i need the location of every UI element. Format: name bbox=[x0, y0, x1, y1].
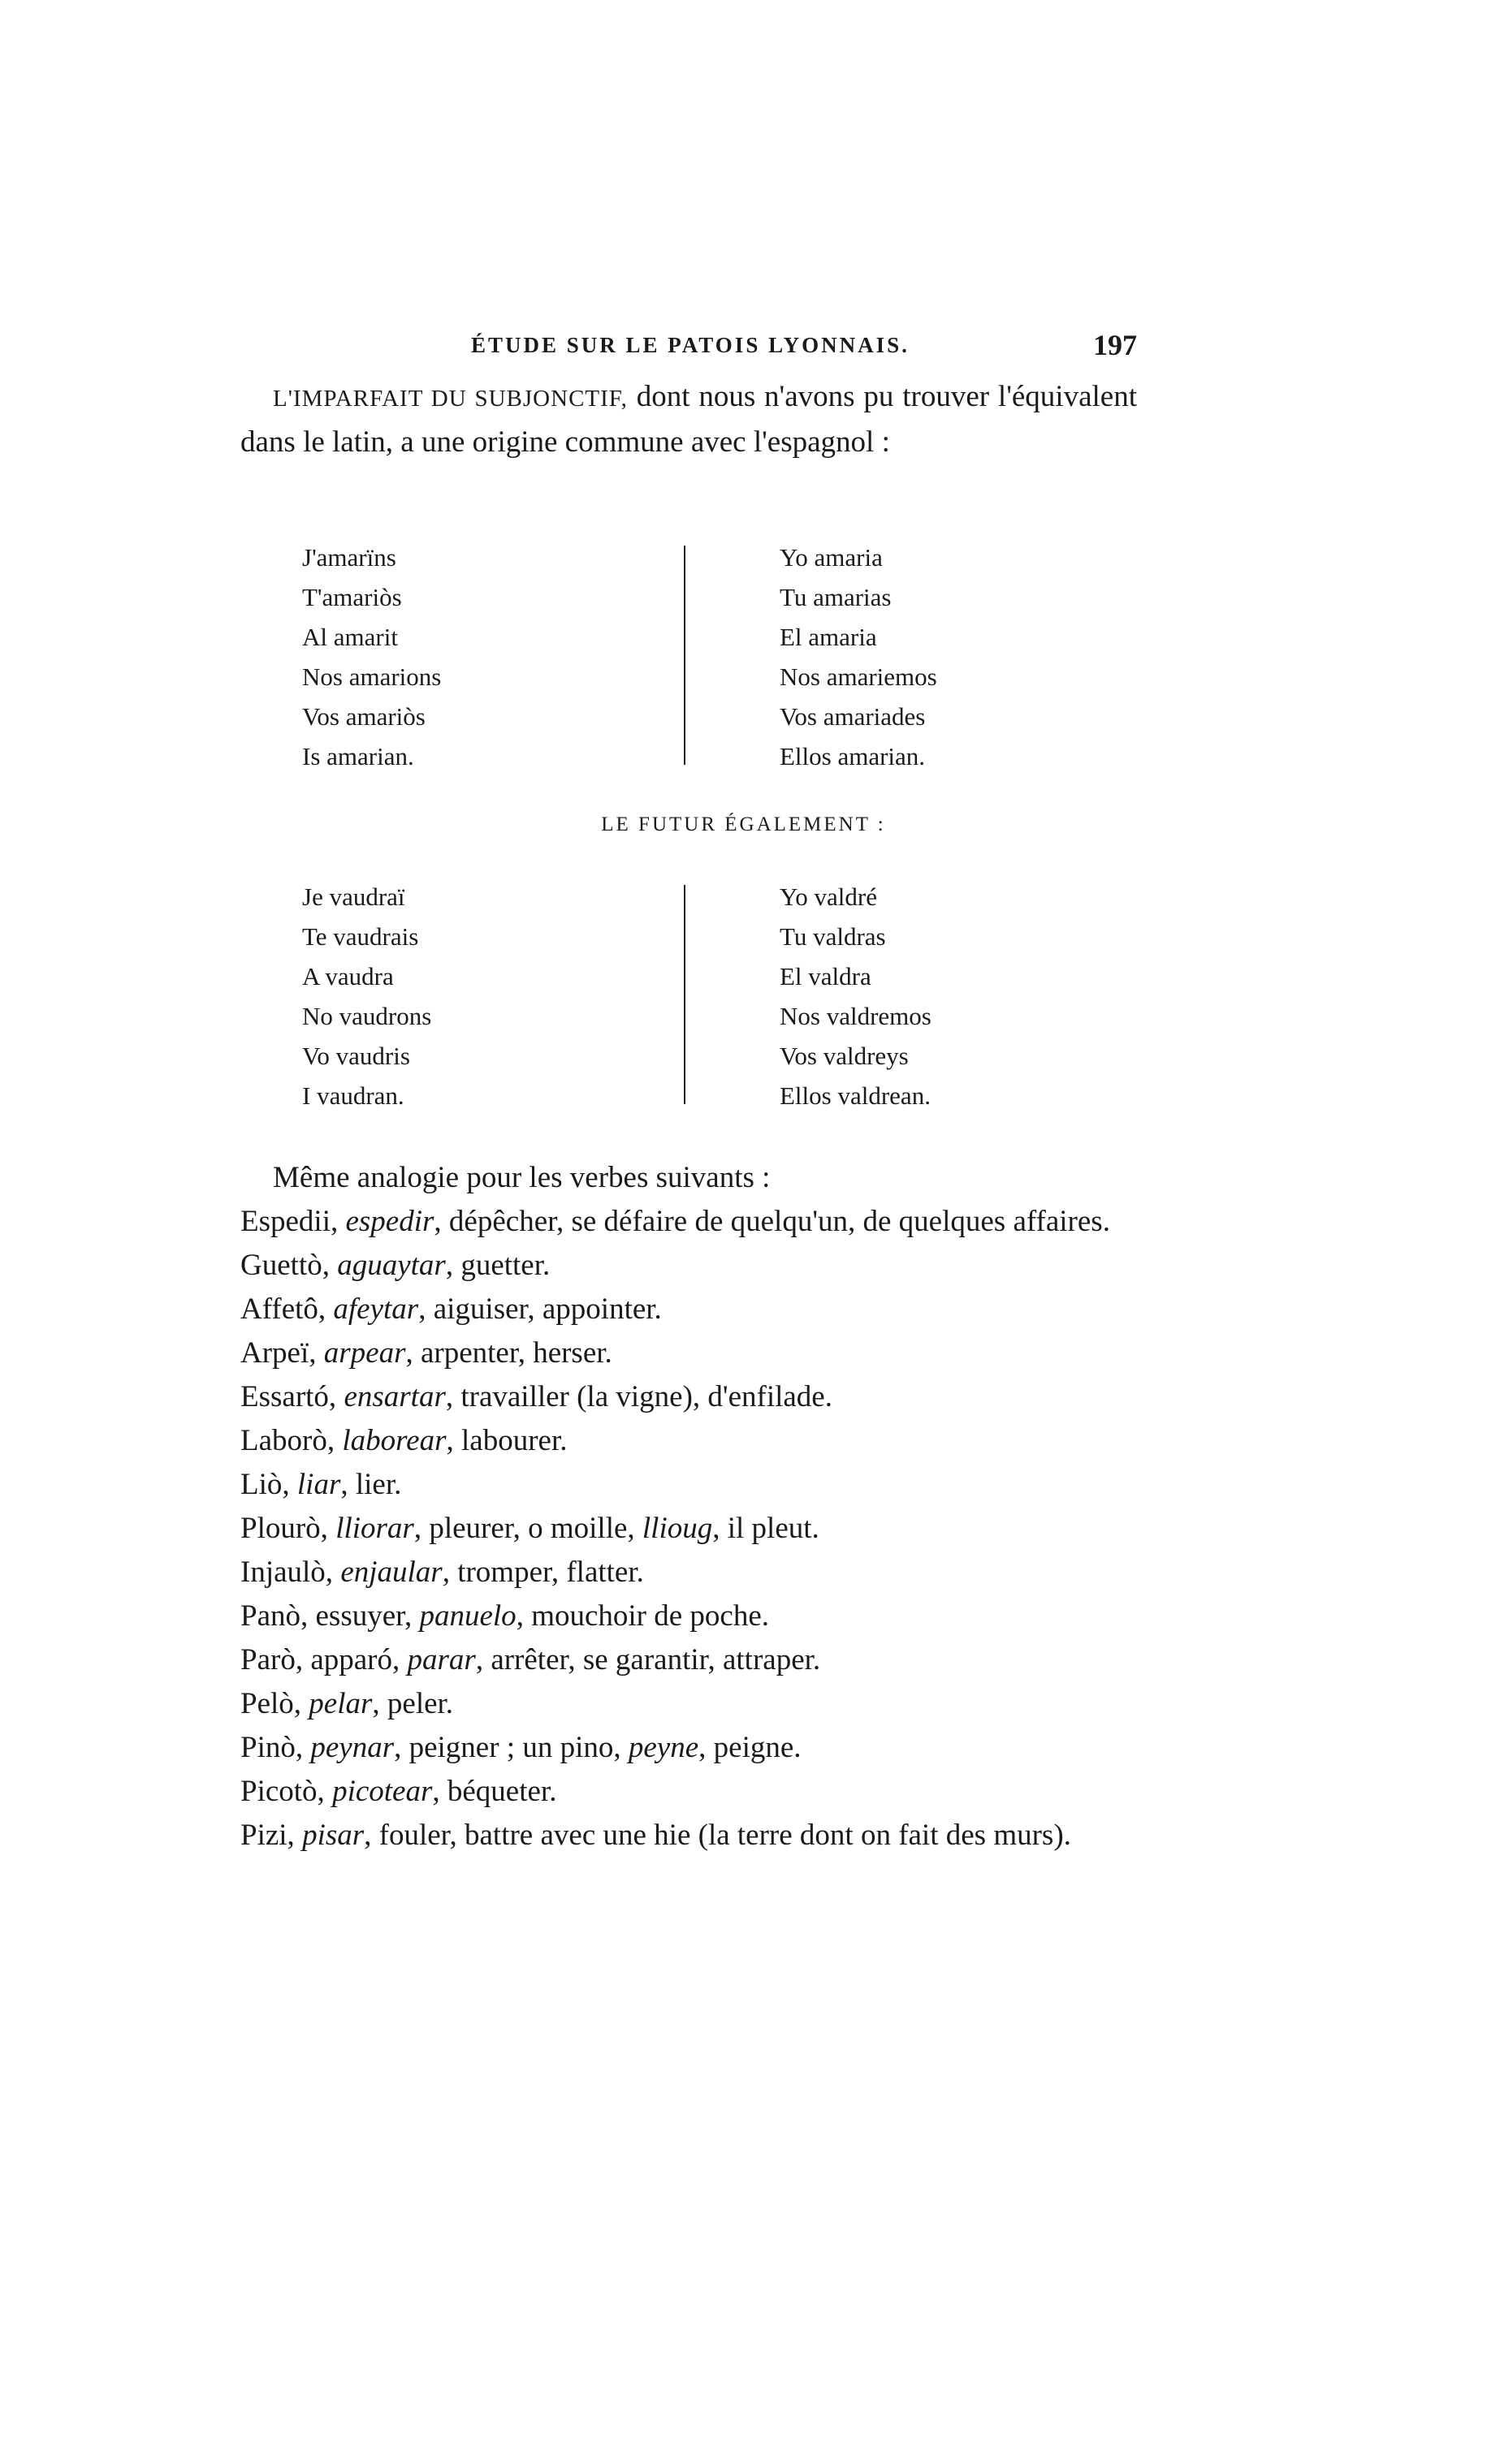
gloss: , tromper, flatter. bbox=[442, 1556, 644, 1589]
verb-entry bbox=[240, 1200, 1137, 1244]
spanish-form: El valdra bbox=[780, 962, 871, 990]
patois-word: Picotò, bbox=[240, 1775, 333, 1808]
patois-word: Arpeï, bbox=[240, 1336, 324, 1370]
patois-form: No vaudrons bbox=[302, 1002, 432, 1030]
verb-entry bbox=[240, 1331, 1137, 1375]
patois-word: Laborò, bbox=[240, 1424, 343, 1457]
verb-entry bbox=[240, 1551, 1137, 1594]
gloss: , il pleut. bbox=[712, 1512, 819, 1545]
patois-word: Liò, bbox=[240, 1468, 297, 1501]
spanish-word: picotear bbox=[332, 1775, 433, 1808]
spanish-word: aguaytar bbox=[337, 1249, 446, 1282]
patois-form: Al amarit bbox=[302, 623, 398, 651]
gloss: , fouler, battre avec une hie (la terre dont on fait des murs). bbox=[364, 1819, 1071, 1852]
gloss: , guetter. bbox=[445, 1249, 551, 1282]
column-divider bbox=[684, 546, 685, 765]
spanish-form: Yo amaria bbox=[780, 543, 883, 572]
spanish-word: pisar bbox=[302, 1819, 365, 1852]
patois-word: Pelò, bbox=[240, 1687, 309, 1720]
verb-entry bbox=[240, 1375, 1137, 1419]
patois-column bbox=[302, 877, 594, 1115]
spanish-word: liar bbox=[296, 1468, 341, 1501]
spanish-form: Ellos valdrean. bbox=[780, 1081, 931, 1110]
patois-word: Pizi, bbox=[240, 1819, 303, 1852]
patois-form: T'amariòs bbox=[302, 583, 402, 611]
verb-entry bbox=[240, 1507, 1137, 1551]
intro-smallcaps: L'IMPARFAIT DU SUBJONCTIF, bbox=[273, 386, 628, 412]
patois-word: Essartó, bbox=[240, 1380, 344, 1413]
spanish-form: El amaria bbox=[780, 623, 877, 651]
spanish-word: peynar bbox=[310, 1731, 395, 1764]
spanish-word: parar bbox=[407, 1643, 476, 1676]
page-number: 197 bbox=[1093, 329, 1137, 361]
gloss: , peigner ; un pino, bbox=[394, 1731, 629, 1764]
gloss: , arrêter, se garantir, attraper. bbox=[475, 1643, 821, 1676]
spanish-word: arpear bbox=[323, 1336, 406, 1370]
spanish-word: espedir bbox=[345, 1205, 434, 1238]
verb-entry bbox=[240, 1288, 1137, 1331]
column-divider bbox=[684, 885, 685, 1104]
gloss: , dépêcher, se défaire de quelqu'un, de quelques affaires. bbox=[434, 1205, 1110, 1238]
spanish-form: Tu amarias bbox=[780, 583, 892, 611]
patois-word: Guettò, bbox=[240, 1249, 338, 1282]
verb-analogies bbox=[240, 1156, 1137, 1858]
spanish-word: llioug bbox=[642, 1512, 713, 1545]
spanish-word: afeytar bbox=[333, 1292, 419, 1326]
patois-form: J'amarïns bbox=[302, 543, 396, 572]
gloss: , labourer. bbox=[446, 1424, 568, 1457]
spanish-word: ensartar bbox=[344, 1380, 446, 1413]
patois-word: Plourò, bbox=[240, 1512, 336, 1545]
spanish-form: Vos valdreys bbox=[780, 1042, 909, 1070]
running-head bbox=[471, 325, 1137, 365]
spanish-form: Ellos amarian. bbox=[780, 742, 926, 770]
gloss: , lier. bbox=[340, 1468, 402, 1501]
spanish-word: lliorar bbox=[335, 1512, 414, 1545]
spanish-form: Nos valdremos bbox=[780, 1002, 932, 1030]
spanish-column bbox=[780, 537, 1088, 776]
gloss: , peigne. bbox=[698, 1731, 802, 1764]
gloss: , aiguiser, appointer. bbox=[418, 1292, 662, 1326]
gloss: , travailler (la vigne), d'enfilade. bbox=[445, 1380, 832, 1413]
verb-entry bbox=[240, 1594, 1137, 1638]
future-heading: LE FUTUR ÉGALEMENT : bbox=[601, 813, 886, 835]
patois-word: Parò, apparó, bbox=[240, 1643, 408, 1676]
patois-word: Affetô, bbox=[240, 1292, 334, 1326]
gloss: , béqueter. bbox=[432, 1775, 557, 1808]
intro-text: dont nous n'avons pu trouver l'équivalent dans le latin, a une origine commune avec l'espagnol : bbox=[240, 380, 1137, 459]
spanish-word: pelar bbox=[309, 1687, 373, 1720]
spanish-form: Tu valdras bbox=[780, 922, 886, 951]
patois-word: Espedii, bbox=[240, 1205, 346, 1238]
spanish-word: peyne bbox=[628, 1731, 699, 1764]
spanish-form: Vos amariades bbox=[780, 702, 926, 731]
verb-entry bbox=[240, 1682, 1137, 1726]
verb-entry bbox=[240, 1244, 1137, 1288]
spanish-form: Yo valdré bbox=[780, 882, 877, 911]
patois-form: I vaudran. bbox=[302, 1081, 404, 1110]
verb-entry bbox=[240, 1463, 1137, 1507]
analogie-intro: Même analogie pour les verbes suivants : bbox=[273, 1161, 771, 1194]
patois-form: Te vaudrais bbox=[302, 922, 419, 951]
patois-word: Pinò, bbox=[240, 1731, 311, 1764]
patois-form: A vaudra bbox=[302, 962, 394, 990]
patois-form: Nos amarions bbox=[302, 662, 442, 691]
verb-entry bbox=[240, 1638, 1137, 1682]
gloss: , arpenter, herser. bbox=[405, 1336, 612, 1370]
verb-entry bbox=[240, 1726, 1137, 1770]
spanish-form: Nos amariemos bbox=[780, 662, 937, 691]
spanish-word: enjaular bbox=[340, 1556, 443, 1589]
spanish-word: panuelo bbox=[419, 1599, 517, 1633]
patois-form: Je vaudraï bbox=[302, 882, 405, 911]
patois-form: Vo vaudris bbox=[302, 1042, 410, 1070]
spanish-column bbox=[780, 877, 1088, 1115]
gloss: , peler. bbox=[372, 1687, 454, 1720]
gloss: , pleurer, o moille, bbox=[413, 1512, 642, 1545]
patois-word: Injaulò, bbox=[240, 1556, 341, 1589]
intro-paragraph bbox=[240, 375, 1137, 464]
verb-list bbox=[240, 1200, 1137, 1858]
patois-form: Is amarian. bbox=[302, 742, 414, 770]
verb-entry bbox=[240, 1419, 1137, 1463]
verb-entry bbox=[240, 1770, 1137, 1814]
gloss: , mouchoir de poche. bbox=[516, 1599, 770, 1633]
patois-word: Panò, essuyer, bbox=[240, 1599, 420, 1633]
verb-entry bbox=[240, 1814, 1137, 1858]
patois-form: Vos amariòs bbox=[302, 702, 426, 731]
spanish-word: laborear bbox=[342, 1424, 447, 1457]
patois-column bbox=[302, 537, 594, 776]
running-head-title: ÉTUDE SUR LE PATOIS LYONNAIS. bbox=[471, 333, 910, 357]
